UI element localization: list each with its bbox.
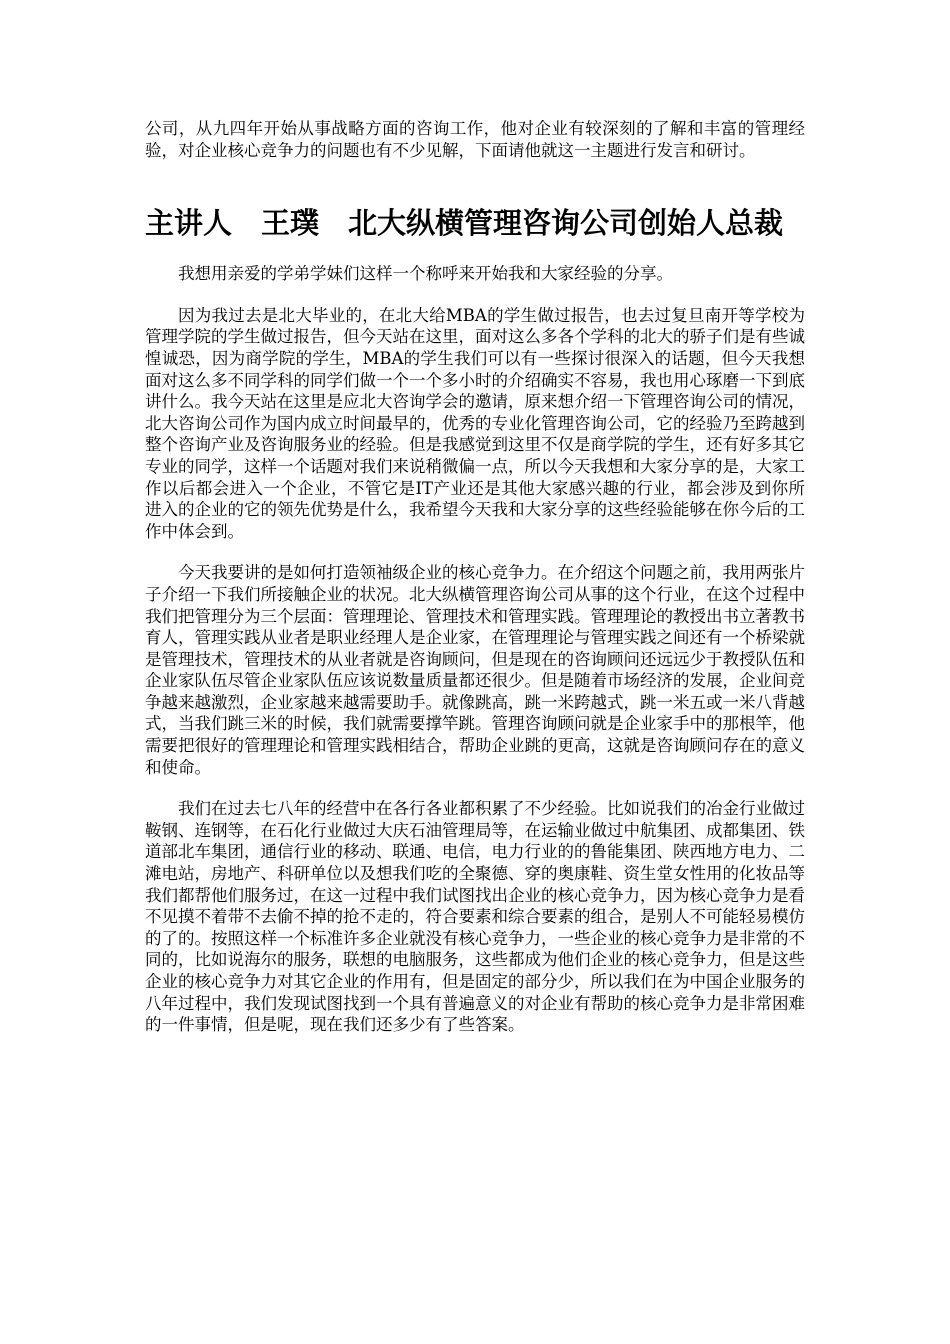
body-paragraph-1: 我想用亲爱的学弟学妹们这样一个称呼来开始我和大家经验的分享。 xyxy=(178,264,673,284)
body-paragraph-2: 因为我过去是北大毕业的，在北大给MBA的学生做过报告，也去过复旦南开等学校为管理学院的学生做过报告，但今天站在这里，面对这么多各个学科的北大的骄子们是有些诚惶诚恐，因为商学院的学生，MBA的学生我们可以有一些探讨很深入的话题，但今天我想面对这么多不同学科的同学们做一个一个多小时的介绍确实不容易，我也用心琢磨一下到底讲什么。我今天站在这里是应北大咨询学会的邀请，原来想介绍一下管理咨询公司的情况，北大咨询公司作为国内成立时间最早的，优秀的专业化管理咨询公司，它的经验乃至跨越到整个咨询产业及咨询服务业的经验。但是我感觉到这里不仅是商学院的学生，还有好多其它专业的同学，这样一个话题对我们来说稍微偏一点，所以今天我想和大家分享的是，大家工作以后都会进入一个企业，不管它是IT产业还是其他大家感兴趣的行业，都会涉及到你所进入的企业的它的领先优势是什么，我希望今天我和大家分享的这些经验能够在你今后的工作中体会到。 xyxy=(145,305,805,541)
speaker-heading: 主讲人 王璞 北大纵横管理咨询公司创始人总裁 xyxy=(145,206,784,241)
intro-paragraph: 公司，从九四年开始从事战略方面的咨询工作，他对企业有较深刻的了解和丰富的管理经验，对企业核心竞争力的问题也有不少见解，下面请他就这一主题进行发言和研讨。 xyxy=(145,119,805,160)
document-page xyxy=(145,118,805,1036)
body-paragraph-3: 今天我要讲的是如何打造领袖级企业的核心竞争力。在介绍这个问题之前，我用两张片子介绍一下我们所接触企业的状况。北大纵横管理咨询公司从事的这个行业，在这个过程中我们把管理分为三个层面：管理理论、管理技术和管理实践。管理理论的教授出书立著教书育人，管理实践从业者是职业经理人是企业家，在管理理论与管理实践之间还有一个桥梁就是管理技术，管理技术的从业者就是咨询顾问，但是现在的咨询顾问还远远少于教授队伍和企业家队伍尽管企业家队伍应该说数量质量都还很少。但是随着市场经济的发展，企业间竞争越来越激烈，企业家越来越需要助手。就像跳高，跳一米跨越式，跳一米五或一米八背越式，当我们跳三米的时候，我们就需要撑竿跳。管理咨询顾问就是企业家手中的那根竿，他需要把很好的管理理论和管理实践相结合，帮助企业跳的更高，这就是咨询顾问存在的意义和使命。 xyxy=(145,563,805,777)
body-paragraph-4: 我们在过去七八年的经营中在各行各业都积累了不少经验。比如说我们的冶金行业做过鞍钢、连钢等，在石化行业做过大庆石油管理局等，在运输业做过中航集团、成都集团、铁道部北车集团，通信行业的移动、联通、电信，电力行业的的鲁能集团、陕西地方电力、二滩电站，房地产、科研单位以及想我们吃的全聚德、穿的奥康鞋、资生堂女性用的化妆品等我们都帮他们服务过，在这一过程中我们试图找出企业的核心竞争力，因为核心竞争力是看不见摸不着带不去偷不掉的抢不走的，符合要素和综合要素的组合，是别人不可能轻易模仿的了的。按照这样一个标准许多企业就没有核心竞争力，一些企业的核心竞争力是非常的不同的，比如说海尔的服务，联想的电脑服务，这些都成为他们企业的核心竞争力，但是这些企业的核心竞争力对其它企业的作用有，但是固定的部分少，所以我们在为中国企业服务的八年过程中，我们发现试图找到一个具有普遍意义的对企业有帮助的核心竞争力是非常困难的一件事情，但是呢，现在我们还多少有了些答案。 xyxy=(145,799,805,1035)
